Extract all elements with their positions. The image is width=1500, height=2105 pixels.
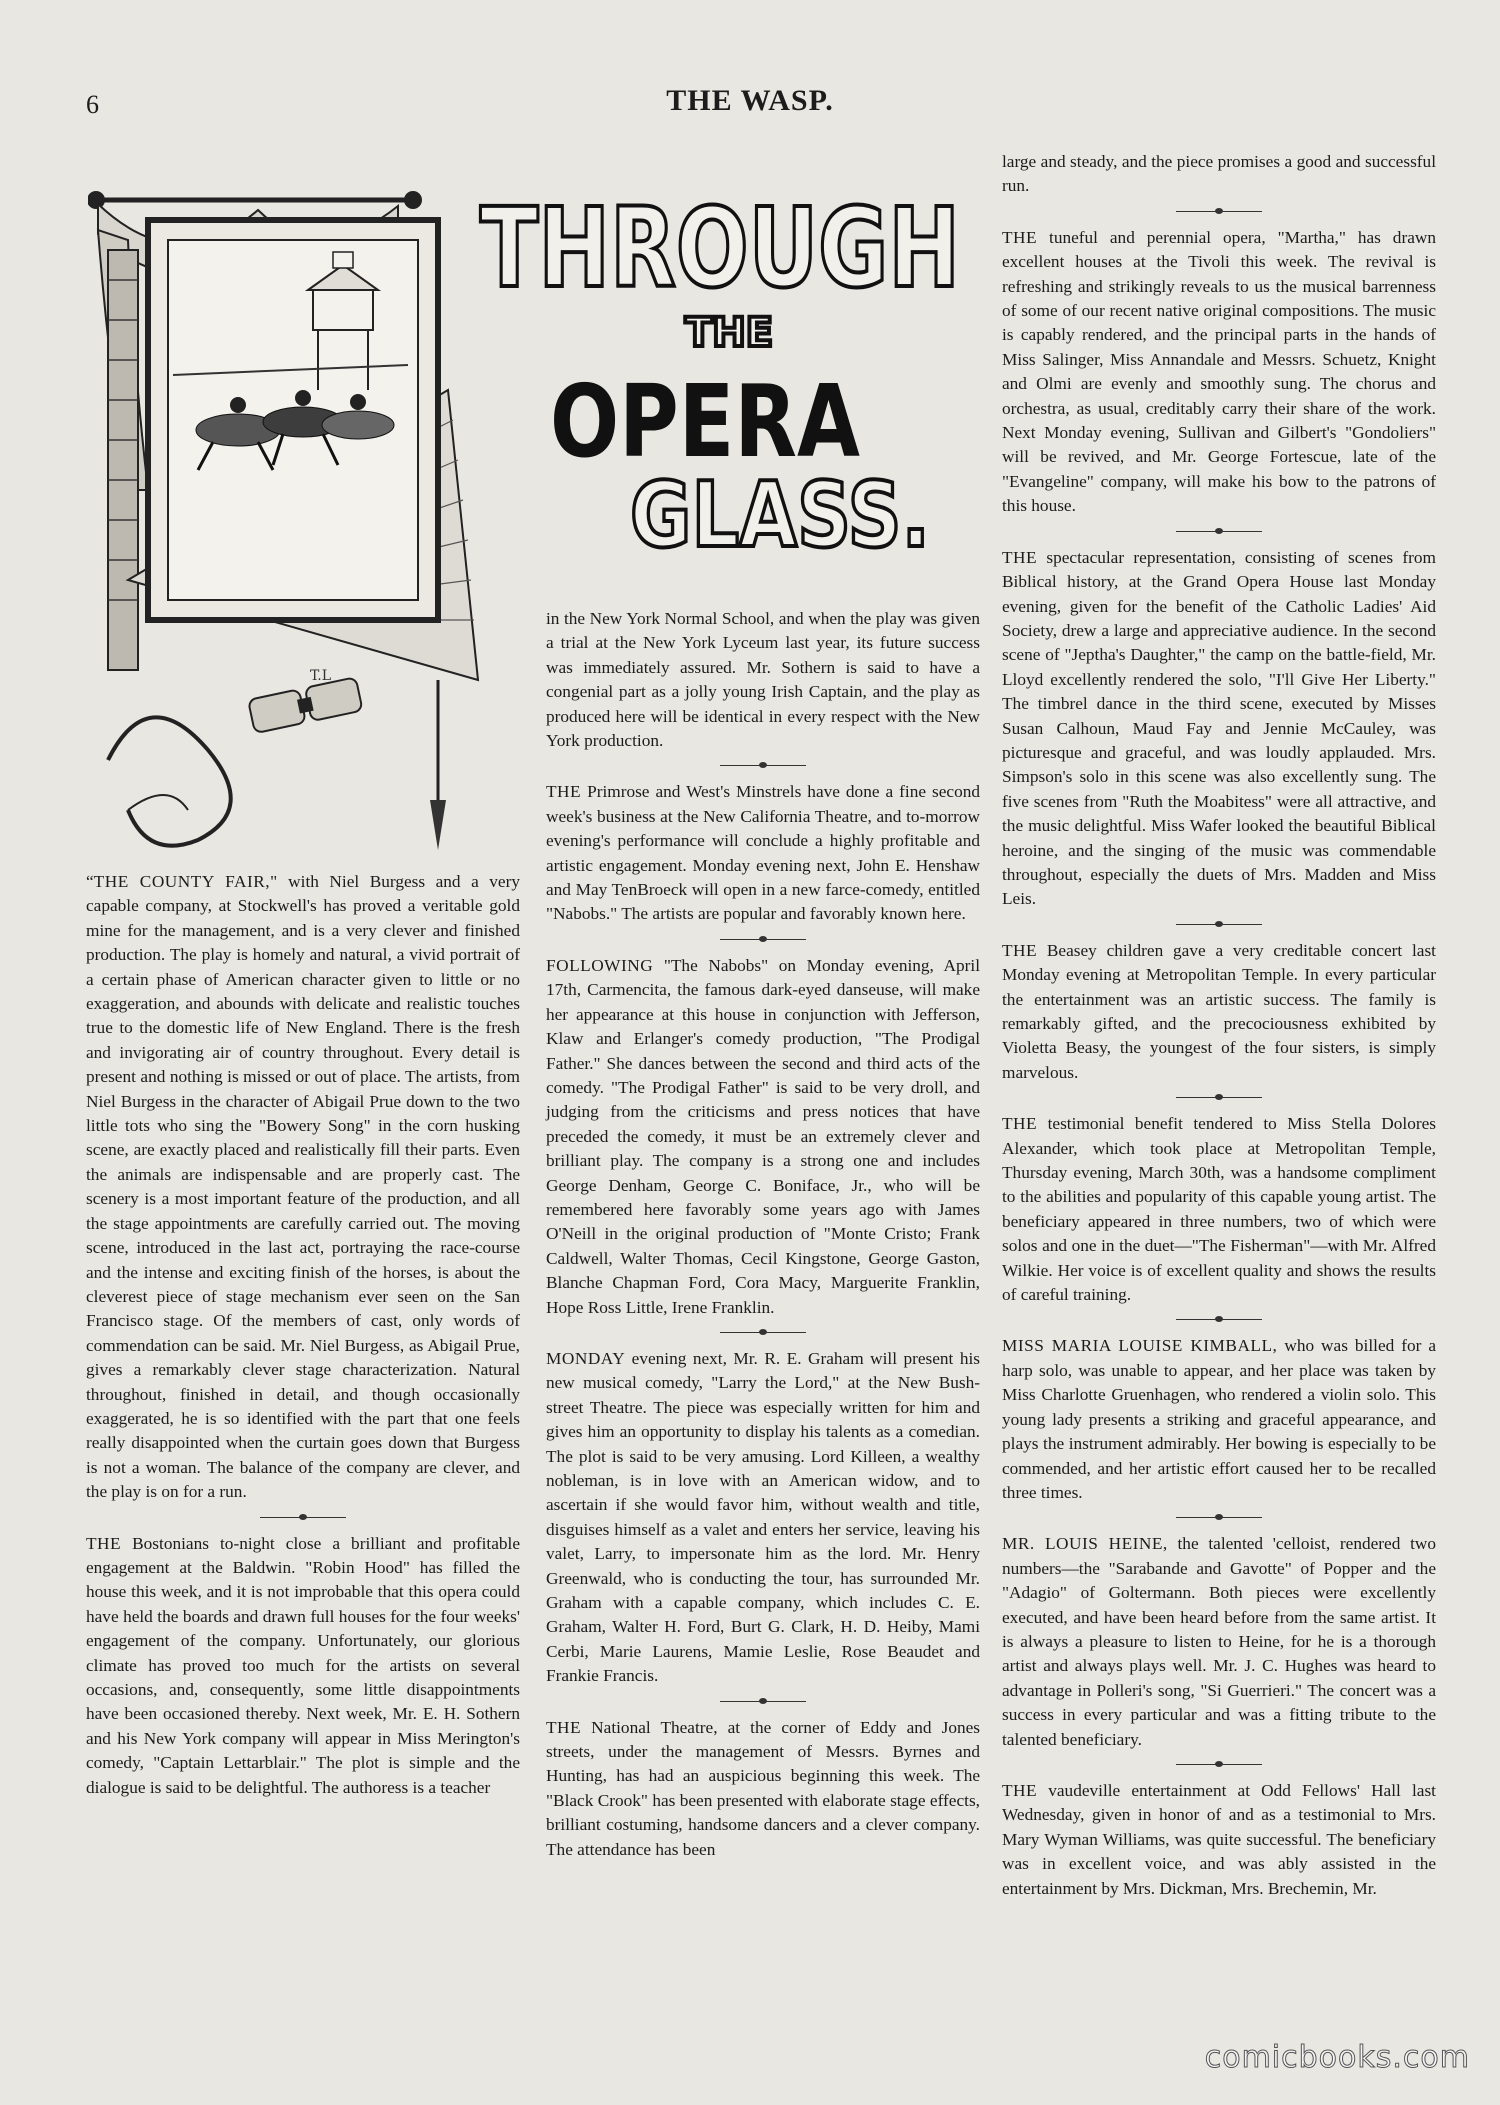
article-national	[546, 1716, 980, 1862]
article-lead: MONDAY	[546, 1348, 626, 1368]
article-lead: THE COUNTY FAIR,"	[93, 872, 278, 891]
article-body: with Niel Burgess and a very capable company, at Stockwell's has proved a veritable gold mine for the management, and is a very clever and finished production. The play is homely and natural, a vivid portrait of a certain phase of American character given to little or no exaggeration, and abounds with delicate and realistic touches true to the domestic life of New England. There is the fresh and invigorating air of country throughout. Every detail is present and nothing is missed or out of place. The artists, from Niel Burgess in the character of Abigail Prue down to the two little tots who sing the "Bowery Song" in the corn husking scene, are exactly placed and realistically fill their parts. Even the animals are indispensable and are properly cast. The scenery is a most important feature of the production, and all the stage appointments are carefully carried out. The moving scene, introduced in the last act, portraying the race-course and the intense and exciting finish of the horses, is about the cleverest piece of stage mechanism ever seen on the San Francisco stage. Of the members of cast, only words of commendation can be said. Mr. Niel Burgess, as Abigail Prue, gives a remarkably clever stage characterization. Natural throughout, finished in detail, and though occasionally exaggerated, he is so identified with the part that one feels really disappointed when the curtain goes down that Burgess is not a woman. The balance of the company are clever, and the play is on for a run.	[86, 872, 520, 1502]
article-martha	[1002, 226, 1436, 519]
watermark: comicbooks.com	[1204, 2040, 1470, 2075]
column-3	[1002, 150, 1436, 1901]
article-national-continued: large and steady, and the piece promises a good and successful run.	[1002, 152, 1436, 196]
article-lead: THE	[546, 1717, 582, 1737]
article-body: tuneful and perennial opera, "Martha," has drawn excellent houses at the Tivoli this week. The revival is refreshing and strikingly reveals to us the musical barrenness of some of our recent native original compositions. The music is capably rendered, and the principal parts in the hands of Miss Salinger, Miss Annandale and Messrs. Schuetz, Knight and Olmi are evenly and smoothly sung. The chorus and orchestra, as usual, creditably carry their share of the work. Next Monday evening, Sullivan and Gilbert's "Gondoliers" will be revived, and Mr. George Fortescue, late of the "Evangeline" company, will make his bow to the patrons of this house.	[1002, 227, 1436, 516]
article-body: Beasey children gave a very creditable concert last Monday evening at Metropolitan Temple. In every particular the entertainment was an artistic success. The family is remarkably gifted, and the precociousness exhibited by Violetta Beasy, the youngest of the four sisters, is simply marvelous.	[1002, 940, 1436, 1082]
article-separator	[1176, 1319, 1262, 1320]
section-title-art	[470, 176, 970, 596]
article-lead: THE	[86, 1533, 122, 1553]
article-separator	[1176, 924, 1262, 925]
article-body: who was billed for a harp solo, was unable to appear, and her place was taken by Miss Charlotte Gruenhagen, who rendered a violin solo. This young lady presents a striking and graceful appearance, and plays the instrument admirably. Her bowing is especially to be commended, and her artistic effort caused her to be recalled three times.	[1002, 1336, 1437, 1502]
article-normal-school: in the New York Normal School, and when the play was given a trial at the New York Lyceum last year, its future success was immediately assured. Mr. Sothern is said to have a congenial part as a jolly young Irish Captain, and the play as produced here will be identical in every respect with the New York production.	[546, 609, 980, 751]
illustrator-monogram: T.L	[310, 668, 332, 684]
article-testimonial	[1002, 1112, 1436, 1307]
article-separator	[260, 1517, 346, 1518]
article-separator	[720, 939, 806, 940]
article-separator	[720, 1701, 806, 1702]
article-body: the talented 'celloist, rendered two numbers—the "Sarabande and Gavotte" of Popper and the "Adagio" of Goltermann. Both pieces were excellently executed, and have been heard before from the same artist. It is always a pleasure to listen to Heine, for he is a thorough artist and always plays well. Mr. J. C. Hughes was heard to advantage in Polleri's song, "Si Guerrieri." The concert was a success in every particular and was a fitting tribute to the talented beneficiary.	[1002, 1534, 1437, 1749]
article-bostonians	[86, 1532, 520, 1800]
article-body: testimonial benefit tendered to Miss Stella Dolores Alexander, which took place at Metropolitan Temple, Thursday evening, March 30th, was a handsome compliment to the abilities and popularity of this capable young artist. The beneficiary appeared in three numbers, two of which were solos and one in the duet—"The Fisherman"—with Mr. Alfred Wilkie. Her voice is of excellent quality and shows the results of careful training.	[1002, 1114, 1436, 1305]
article-spectacular	[1002, 546, 1436, 912]
title-line-opera: OPERA	[550, 363, 860, 480]
masthead-title: THE WASP.	[666, 84, 834, 117]
article-body: "The Nabobs" on Monday evening, April 17th, Carmencita, the famous dark-eyed danseuse, will make her appearance at this house in conjunction with Jefferson, Klaw and Erlanger's comedy production, "The Prodigal Father." She dances between the second and third acts of the comedy. "The Prodigal Father" is said to be very droll, and judging from the criticisms and press notices that have preceded the comedy, it must be an extremely clever and brilliant play. The company is a strong one and includes George Denham, George C. Boniface, Jr., who will be remembered here favorably some years ago with James O'Neill in the original production of "Monte Cristo; Frank Caldwell, Walter Thomas, Cecil Kingstone, George Gaston, Blanche Chapman Ford, Cora Macy, Marguerite Franklin, Hope Ross Little, Irene Franklin.	[546, 955, 980, 1317]
title-line-the: THE	[685, 310, 774, 356]
article-monday	[546, 1347, 980, 1689]
article-body: National Theatre, at the corner of Eddy and Jones streets, under the management of Messrs. Byrnes and Hunting, has had an auspicious beginning this week. The "Black Crook" has been presented with elaborate stage effects, brilliant costuming, handsome dancers and a clever company. The attendance has been	[546, 1717, 980, 1859]
article-separator	[1176, 211, 1262, 212]
article-body: evening next, Mr. R. E. Graham will present his new musical comedy, "Larry the Lord," at the New Bush-street Theatre. The piece was especially written for him and gives him an opportunity to display his talents as a comedian. The plot is said to be very amusing. Lord Killeen, a wealthy nobleman, is in love with an American widow, and to ascertain if she would favor him, without wealth and title, disguises himself as a valet and enters her service, leaving his valet, Larry, to impersonate him as the lord. Mr. Henry Greenwald, who is conducting the tour, has surrounded Mr. Graham with a capable company, which includes C. E. Graham, Walter H. Ford, Burt G. Clark, H. D. Heiby, Mami Cerbi, Marie Laurens, Mamie Leslie, Rose Beaudet and Frankie Francis.	[546, 1348, 980, 1686]
article-separator	[1176, 1764, 1262, 1765]
article-kimball	[1002, 1334, 1436, 1505]
article-lead: MR. LOUIS HEINE,	[1002, 1534, 1168, 1554]
column-2	[546, 607, 980, 1862]
title-line-through: THROUGH	[480, 184, 960, 312]
article-heine	[1002, 1532, 1436, 1752]
column-1	[86, 870, 520, 1800]
article-lead: THE	[1002, 1114, 1038, 1134]
article-lead: THE	[546, 782, 582, 802]
title-line-glass: GLASS.	[630, 463, 930, 568]
article-primrose	[546, 780, 980, 926]
article-body: Bostonians to-night close a brilliant and profitable engagement at the Baldwin. "Robin Hood" has filled the house this week, and it is not improbable that this opera could have held the boards and drawn full houses for the four weeks' engagement of the company. Unfortunately, our glorious climate has proved too much for the artists on several occasions, and, consequently, some little disappointments have been occasioned thereby. Next week, Mr. E. H. Sothern and his New York company will appear in Miss Merington's comedy, "Captain Lettarblair." The plot is simple and the dialogue is said to be delightful. The authoress is a teacher	[86, 1533, 520, 1797]
article-vaudeville	[1002, 1779, 1436, 1901]
article-lead: THE	[1002, 940, 1038, 960]
article-body: spectacular representation, consisting of scenes from Biblical history, at the Grand Opera House last Monday evening, given for the benefit of the Catholic Ladies' Aid Society, drew a large and appreciative audience. In the second scene of "Jeptha's Daughter," the camp on the battle-field, Mr. Lloyd excellently rendered the solo, "I'll Give Her Liberty." The timbrel dance in the third scene, executed by Misses Susan Calhoun, Maud Fay and Jennie McCauley, was picturesque and graceful, and was loudly applauded. Mrs. Simpson's solo in this scene was also excellently sung. The five scenes from "Ruth the Moabitess" were all attractive, and the music delightful. Miss Wafer looked the beautiful Biblical heroine, and the singing of the music was commendable throughout, especially the duets of Mrs. Madden and Miss Leis.	[1002, 547, 1436, 909]
article-body: vaudeville entertainment at Odd Fellows' Hall last Wednesday, given in honor of and as a testimonial to Mrs. Mary Wyman Williams, was quite successful. The beneficiary was in excellent voice, and was ably assisted in the entertainment by Mrs. Dickman, Mrs. Brechemin, Mr.	[1002, 1780, 1436, 1898]
article-separator	[1176, 531, 1262, 532]
article-lead: THE	[1002, 1780, 1038, 1800]
page-number: 6	[86, 90, 99, 119]
article-county-fair: “THE COUNTY FAIR," with Niel Burgess and a very capable company, at Stockwell's has proved a veritable gold mine for the management, and is a very clever and finished production. The play is homely and natural, a vivid portrait of a certain phase of American character given to little or no exaggeration, and abounds with delicate and realistic touches true to the domestic life of New England. There is the fresh and invigorating air of country throughout. Every detail is present and nothing is missed or out of place. The artists, from Niel Burgess in the character of Abigail Prue down to the two little tots who sing the "Bowery Song" in the corn husking scene, are exactly placed and realistically fill their parts. Even the animals are indispensable and are properly cast. The scenery is a most important feature of the production, and all the stage appointments are carefully carried out. The moving scene, introduced in the last act, portraying the race-course and the intense and exciting finish of the horses, is about the cleverest piece of stage mechanism ever seen on the San Francisco stage. Of the members of cast, only words of commendation can be said. Mr. Niel Burgess, as Abigail Prue, gives a remarkably clever stage characterization. Natural throughout, finished in detail, and though occasionally exaggerated, he is so identified with the part that one feels really disappointed when the curtain goes down that Burgess is not a woman. The balance of the company are clever, and the play is on for a run.	[86, 872, 520, 1502]
article-separator	[720, 1332, 806, 1333]
article-beasey	[1002, 939, 1436, 1085]
article-following	[546, 954, 980, 1320]
article-lead: THE	[1002, 227, 1038, 247]
article-separator	[720, 765, 806, 766]
article-separator	[1176, 1517, 1262, 1518]
article-separator	[1176, 1097, 1262, 1098]
article-lead: THE	[1002, 547, 1038, 567]
article-body: Primrose and West's Minstrels have done a fine second week's business at the New California Theatre, and to-morrow evening's performance will conclude a highly profitable and artistic engagement. Monday evening next, John E. Henshaw and May TenBroeck will open in a new farce-comedy, entitled "Nabobs." The artists are popular and favorably known here.	[546, 782, 980, 924]
article-lead: FOLLOWING	[546, 955, 654, 975]
article-lead: MISS MARIA LOUISE KIMBALL,	[1002, 1336, 1278, 1356]
